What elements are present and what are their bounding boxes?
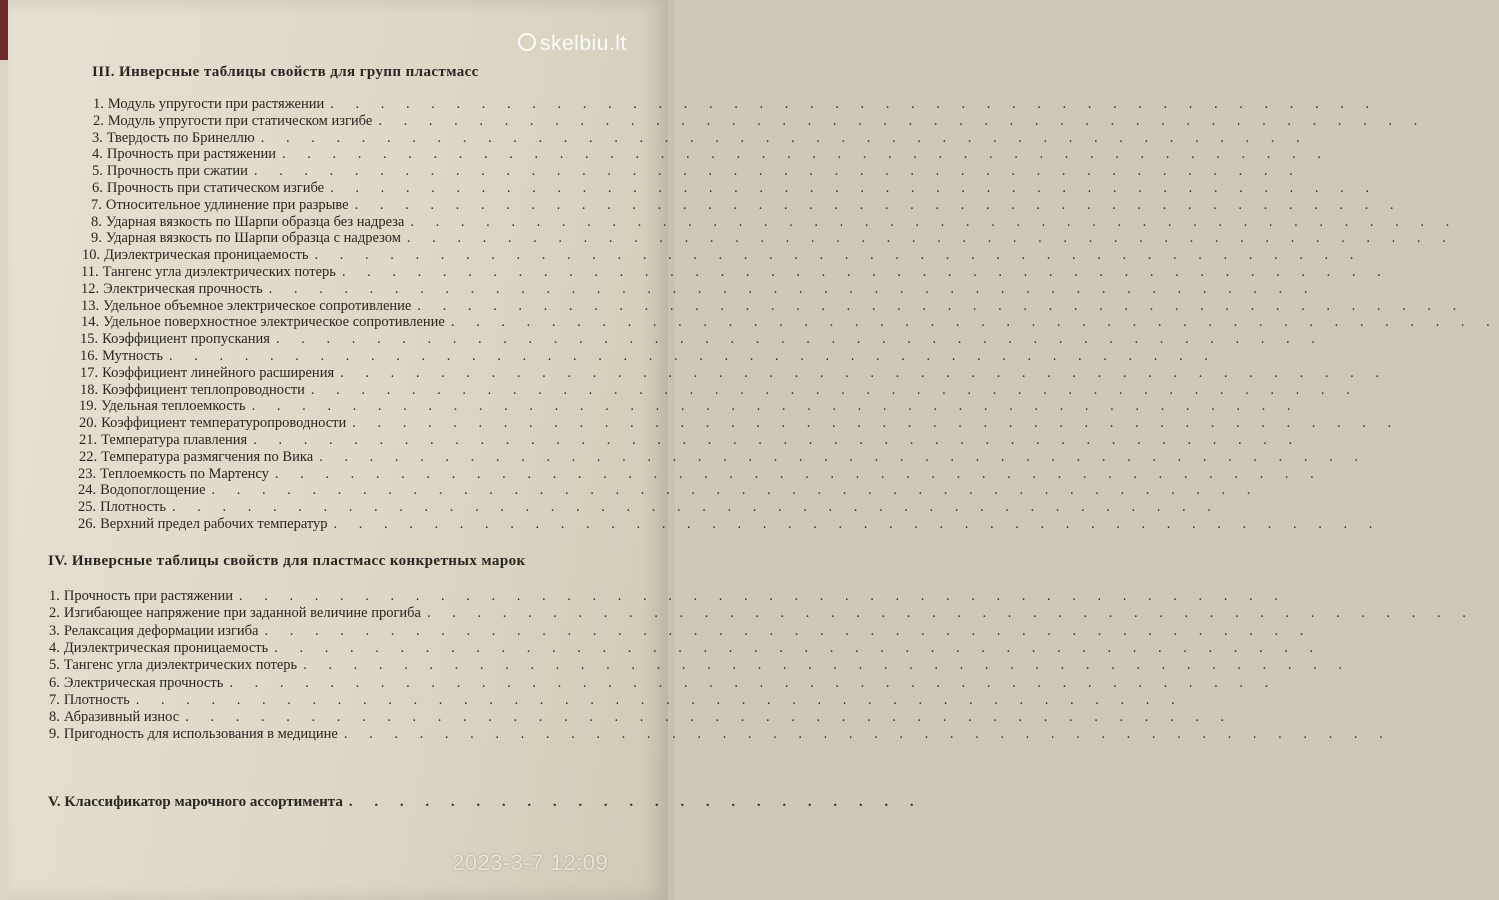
toc-entry-text: Температура размягчения по Вика — [101, 448, 314, 465]
toc-entry-number: 15. — [80, 331, 99, 348]
toc-entry — [92, 163, 1302, 180]
toc-entry-number: 3. — [49, 622, 60, 639]
toc-entry — [78, 516, 1382, 533]
toc-entry — [81, 297, 1466, 315]
toc-entry — [80, 364, 1388, 382]
toc-entry-text: Водопоглощение — [100, 482, 206, 499]
dot-leader: . . . . . . . . . . . . . . . . . . . . . . . . . . . . . . . . . . . . . . . . . . — [406, 230, 1455, 247]
toc-entry-text: Коэффициент температуропроводности — [101, 415, 347, 432]
dot-leader: . . . . . . . . . . . . . . . . . . . . . . . . . . . . . . . . . . . . . . . . . . — [410, 213, 1459, 230]
watermark-text: skelbiu.lt — [540, 32, 627, 55]
dot-leader: . . . . . . . . . . . . . . . . . . . . . . . . . . . . . . . . . . . . . . . . . . — [310, 381, 1359, 398]
section-5-title: V. Классификатор марочного ассортимента — [48, 794, 343, 810]
toc-entry-text: Абразивный износ — [63, 709, 180, 726]
dot-leader: . . . . . . . . . . . . . . . . . . . . . . . . . . . . . . . . . . . . . . . . . . — [340, 364, 1388, 381]
toc-entry-text: Относительное удлинение при разрыве — [105, 196, 349, 213]
toc-entry-text: Тангенс угла диэлектрических потерь — [63, 657, 298, 674]
toc-entry — [92, 129, 1309, 147]
toc-entry-number: 22. — [79, 448, 98, 465]
toc-entry-number: 14. — [81, 314, 100, 331]
toc-entry-text: Удельное объемное электрическое сопротивление — [103, 297, 412, 314]
dot-leader: . . . . . . . . . . . . . . . . . . . . . . . . . . . . . . . . . . . . . . . . . . — [354, 196, 1403, 213]
toc-entry-text: Электрическая прочность — [63, 674, 224, 691]
toc-entry — [79, 448, 1367, 466]
toc-entry — [93, 96, 1379, 113]
dot-leader: . . . . . . . . . . . . . . . . . . . . . . . . . . . . . . . . . . . . . . . . . . — [303, 657, 1352, 674]
toc-entry-text: Коэффициент пропускания — [102, 331, 270, 348]
toc-entry-number: 7. — [49, 691, 60, 708]
toc-entry-text: Модуль упругости при растяжении — [107, 96, 325, 112]
toc-entry-text: Удельная теплоемкость — [101, 398, 246, 415]
toc-entry-text: Плотность — [63, 691, 130, 708]
dot-leader: . . . . . . . . . . . . . . . . . . . . . . . . . . . . . . . . . . . . . . . . . . — [417, 297, 1466, 314]
dot-leader: . . . . . . . . . . . . . . . . . . . . . . . . . . . . . . . . . . . . . . . . . . — [239, 588, 1287, 604]
dot-leader: . . . . . . . . . . . . . . . . . . . . . . . . . . . . . . . . . . . . . . . . . . — [251, 398, 1300, 415]
toc-entry-text: Удельное поверхностное электрическое сопротивление — [103, 314, 445, 331]
dot-leader: . . . . . . . . . . . . . . . . . . . . . . . . . . . . . . . . . . . . . . . . . . — [333, 516, 1382, 532]
dot-leader: . . . . . . . . . . . . . . . . . . . . . . . . . . . . . . . . . . . . . . . . . . — [211, 482, 1260, 499]
toc-entry-text: Коэффициент теплопроводности — [102, 381, 305, 398]
dot-leader: . . . . . . . . . . . . . . . . . . . . . . . . . . . . . . . . . . . . . . . . . . — [185, 709, 1234, 726]
toc-entry — [91, 213, 1459, 231]
toc-entry-number: 20. — [79, 415, 98, 432]
toc-entry-number: 21. — [79, 432, 98, 448]
toc-entry — [49, 588, 1287, 605]
toc-entry — [78, 499, 1220, 516]
dot-leader: . . . . . . . . . . . . . . . . . . . . . . . . . . . . . . . . . . . . . . . . . . — [253, 163, 1302, 180]
toc-entry-number: 12. — [81, 280, 100, 297]
toc-entry-number: 1. — [93, 96, 104, 112]
toc-entry-number: 11. — [81, 264, 99, 280]
dot-leader: . . . . . . . . . . . . . . . . . . . . . . . . . . . . . . . . . . . . . . . . . . — [171, 499, 1220, 516]
photo-timestamp: 2023-3-7 12:09 — [452, 850, 609, 875]
dot-leader: . . . . . . . . . . . . . . . . . . . . . . . . . . . . . . . . . . . . . . . . . . — [314, 247, 1363, 264]
toc-entry-text: Теплоемкость по Мартенсу — [100, 465, 269, 482]
toc-entry — [92, 146, 1330, 163]
toc-entry-number: 2. — [93, 112, 104, 129]
dot-leader: . . . . . . . . . . . . . . . . . . . . . . . . . . . . . . . . . . . . . . . . . . — [268, 280, 1317, 297]
toc-entry-number: 4. — [92, 146, 103, 163]
toc-entry — [78, 465, 1323, 483]
toc-entry-number: 10. — [82, 247, 101, 264]
toc-entry-number: 8. — [49, 709, 60, 726]
toc-entry — [80, 348, 1217, 365]
dot-leader: . . . . . . . . . . . . . . . . . . . . . . . . . . . . . . . . . . . . . . . . . . — [229, 674, 1278, 691]
toc-entry-text: Прочность при растяжении — [106, 146, 277, 163]
toc-entry — [79, 432, 1302, 449]
toc-entry-text: Коэффициент линейного расширения — [102, 364, 335, 381]
toc-entry-text: Ударная вязкость по Шарпи образца с надрезом — [105, 230, 401, 247]
toc-entry — [91, 230, 1455, 247]
dot-leader: . . . . . . . . . . . . . . . . . . . . . . . . . . . . . . . . . . . . . . . . . . — [343, 726, 1392, 743]
toc-entry-number: 8. — [91, 213, 102, 230]
toc-entry-text: Плотность — [100, 499, 166, 516]
toc-entry-number: 25. — [78, 499, 97, 516]
toc-entry-number: 26. — [78, 516, 97, 532]
toc-entry-text: Изгибающее напряжение при заданной величине прогиба — [63, 605, 421, 622]
toc-entry-number: 23. — [78, 465, 97, 482]
dot-leader: . . . . . . . . . . . . . . . . . . . . . . . . . . . . . . . . . . . . . . . . . . — [264, 622, 1313, 639]
toc-entry-number: 17. — [80, 364, 99, 381]
section-4-title: IV. Инверсные таблицы свойств для пластмасс конкретных марок — [48, 553, 526, 569]
toc-entry — [80, 381, 1359, 399]
toc-entry-number: 24. — [78, 482, 97, 499]
toc-entry — [49, 674, 1278, 692]
toc-entry-number: 19. — [79, 398, 98, 415]
dot-leader: . . . . . . . . . . . . . . . . . . . . . . . . . . . . . . . . . . . . . . . . . . — [169, 348, 1217, 364]
toc-entry-number: 5. — [49, 657, 60, 674]
dot-leader: . . . . . . . . . . . . . . . . . . . . . . . . . . . . . . . . . . . . . . . . . . — [274, 639, 1323, 656]
toc-entry-number: 4. — [49, 639, 60, 656]
toc-entry-text: Релаксация деформации изгиба — [63, 622, 259, 639]
section-5-entry — [48, 794, 923, 811]
toc-entry-text: Модуль упругости при статическом изгибе — [107, 112, 373, 129]
toc-entry-number: 3. — [92, 129, 103, 146]
toc-entry-text: Пригодность для использования в медицине — [63, 726, 338, 743]
dot-leader: . . . . . . . . . . . . . . . . . . . . . . . . . . . . . . . . . . . . . . . . . . — [282, 146, 1330, 163]
toc-entry — [81, 264, 1390, 281]
dot-leader: . . . . . . . . . . . . . . . . . . . . . . . . . . . . . . . . . . . . . . . . . . — [330, 96, 1379, 112]
toc-entry — [49, 709, 1234, 726]
dot-leader: . . . . . . . . . . . . . . . . . . . . . . . . . . . . . . . . . . . . . . . . . . — [319, 448, 1367, 465]
toc-entry-text: Тангенс угла диэлектрических потерь — [102, 264, 336, 280]
section-3-title: III. Инверсные таблицы свойств для групп пластмасс — [92, 64, 479, 80]
toc-entry — [81, 314, 1499, 331]
toc-entry — [79, 398, 1300, 415]
toc-entry-text: Прочность при сжатии — [106, 163, 248, 180]
toc-entry-number: 1. — [49, 588, 60, 604]
toc-entry-text: Прочность при статическом изгибе — [106, 180, 325, 196]
toc-entry-text: Мутность — [102, 348, 163, 364]
watermark — [518, 32, 627, 56]
toc-entry-text: Прочность при растяжении — [63, 588, 234, 604]
toc-entry — [82, 247, 1363, 264]
toc-entry-number: 16. — [80, 348, 99, 364]
toc-entry-text: Электрическая прочность — [103, 280, 263, 297]
toc-entry-number: 5. — [92, 163, 103, 180]
toc-entry-text: Верхний предел рабочих температур — [100, 516, 328, 532]
toc-entry — [49, 605, 1475, 622]
toc-entry-number: 6. — [49, 674, 60, 691]
toc-entry — [81, 280, 1317, 298]
toc-entry-number: 7. — [91, 196, 102, 213]
toc-entry — [49, 622, 1313, 640]
toc-entry-text: Диэлектрическая проницаемость — [63, 639, 269, 656]
dot-leader: . . . . . . . . . . . . . . . . . . . . . . . . . . . . . . . . . . . . . . . . . . — [427, 605, 1475, 622]
toc-entry — [79, 415, 1401, 432]
toc-entry-text: Твердость по Бринеллю — [106, 129, 255, 146]
toc-entry — [93, 112, 1427, 130]
dot-leader: . . . . . . . . . . . . . . . . . . . . . . . . . . . . . . . . . . . . . . . . . . — [135, 691, 1184, 708]
dot-leader: . . . . . . . . . . . . . . . . . . . . . . . . . . . . . . . . . . . . . . . . . . — [253, 432, 1302, 448]
toc-entry — [91, 196, 1403, 214]
toc-entry — [49, 726, 1392, 743]
toc-entry-text: Диэлектрическая проницаемость — [104, 247, 309, 264]
toc-entry — [80, 331, 1324, 348]
toc-entry — [49, 691, 1184, 709]
toc-entry-number: 2. — [49, 605, 60, 622]
toc-entry-number: 9. — [91, 230, 102, 247]
dot-leader: . . . . . . . . . . . . . . . . . . . . . . . . . . . . . . . . . . . . . . . . . . — [378, 112, 1427, 129]
toc-entry-number: 18. — [80, 381, 99, 398]
toc-entry-text: Ударная вязкость по Шарпи образца без надреза — [105, 213, 405, 230]
toc-entry — [92, 180, 1378, 197]
dot-leader: . . . . . . . . . . . . . . . . . . . . . . . . . . . . . . . . . . . . . . . . . . — [275, 331, 1324, 348]
toc-entry-number: 6. — [92, 180, 103, 196]
toc-entry-number: 13. — [81, 297, 100, 314]
dot-leader: . . . . . . . . . . . . . . . . . . . . . . . . . . . . . . . . . . . . . . . . . . — [260, 129, 1309, 146]
dot-leader: . . . . . . . . . . . . . . . . . . . . . . . — [348, 794, 923, 810]
toc-entry-number: 9. — [49, 726, 60, 743]
dot-leader: . . . . . . . . . . . . . . . . . . . . . . . . . . . . . . . . . . . . . . . . . . — [330, 180, 1378, 196]
dot-leader: . . . . . . . . . . . . . . . . . . . . . . . . . . . . . . . . . . . . . . . . . . — [450, 314, 1499, 331]
toc-entry — [49, 657, 1352, 674]
dot-leader: . . . . . . . . . . . . . . . . . . . . . . . . . . . . . . . . . . . . . . . . . . — [341, 264, 1390, 280]
dot-leader: . . . . . . . . . . . . . . . . . . . . . . . . . . . . . . . . . . . . . . . . . . — [274, 465, 1323, 482]
toc-entry — [49, 639, 1323, 657]
toc-entry — [78, 482, 1260, 499]
toc-entry-text: Температура плавления — [101, 432, 248, 448]
dot-leader: . . . . . . . . . . . . . . . . . . . . . . . . . . . . . . . . . . . . . . . . . . — [352, 415, 1401, 432]
watermark-logo-icon — [518, 33, 536, 51]
